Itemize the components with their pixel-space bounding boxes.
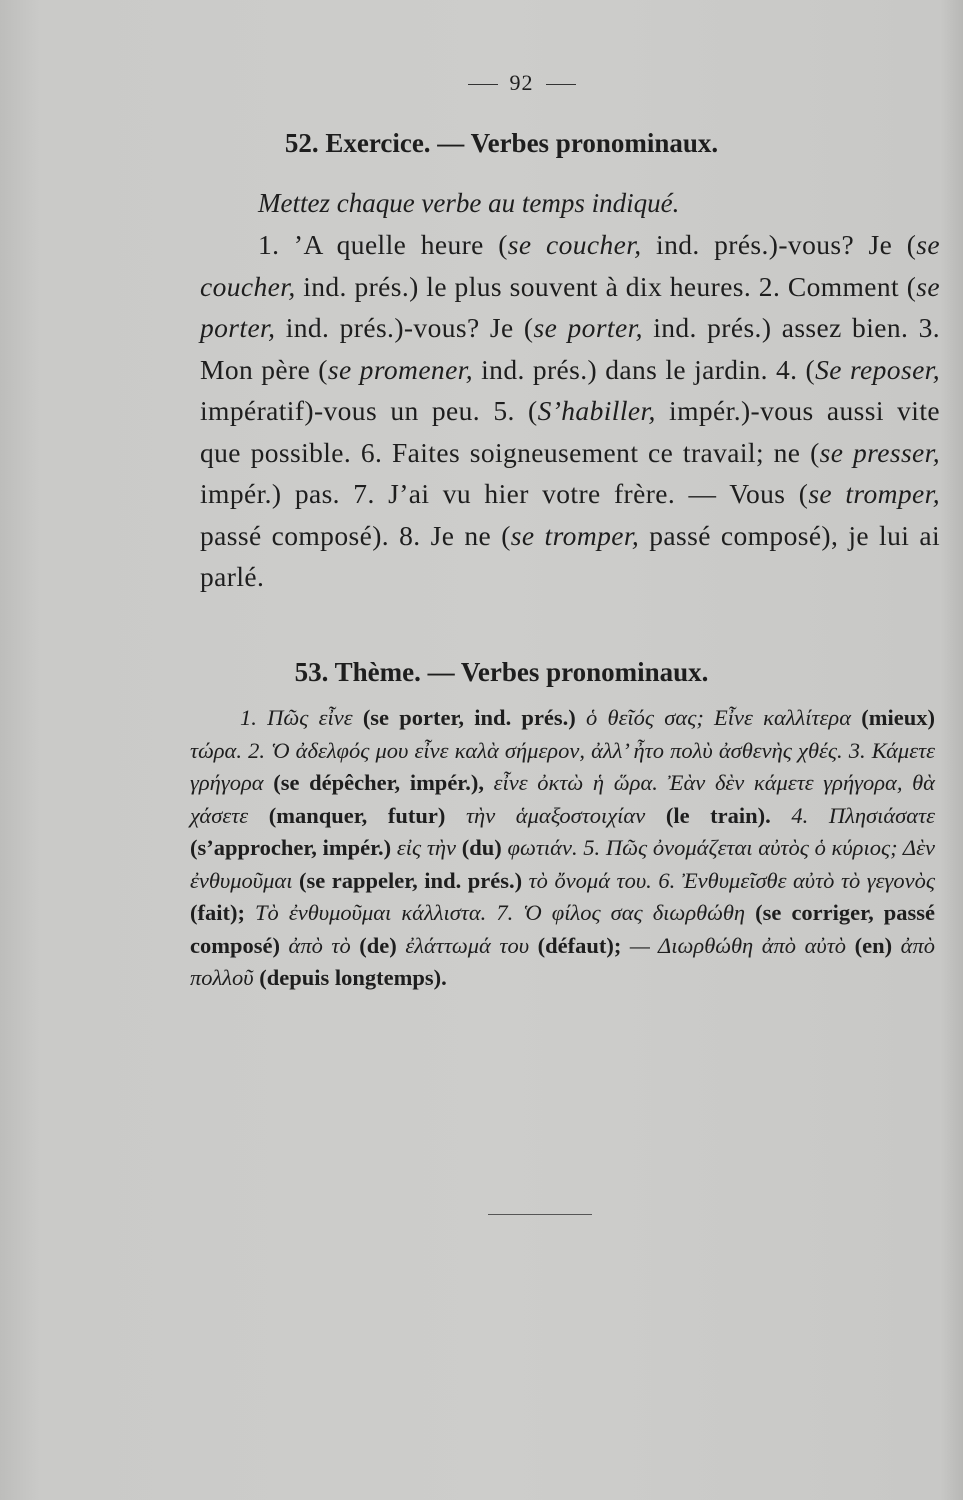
page-header: [0, 70, 963, 96]
section-52-exercise-text: [200, 224, 940, 598]
french-gloss: (fait);: [190, 900, 245, 925]
section-53-theme-text: [190, 702, 935, 995]
french-gloss: (de): [359, 932, 397, 958]
verb-phrase: se porter,: [533, 312, 643, 343]
french-gloss: (s’approcher, impér.): [190, 835, 392, 860]
text-run: 1. ’A quelle heure (: [258, 229, 508, 260]
verb-phrase: S’habiller,: [537, 395, 656, 426]
greek-text: ἐλάττωμά του: [396, 932, 538, 958]
text-run: impér.) pas. 7. J’ai vu hier votre frère. — Vous (: [200, 478, 809, 509]
greek-text: ἀπὸ πολλοῦ: [190, 932, 935, 990]
verb-phrase: Se reposer,: [815, 353, 940, 385]
text-run: ind. prés.) le plus souvent à dix heures. 2. Comment (: [295, 270, 917, 302]
verb-phrase: se promener,: [327, 353, 474, 385]
french-gloss: (se corriger, passé composé): [190, 900, 936, 958]
greek-text: 1. Πῶς εἶνε: [240, 705, 363, 730]
text-run: ind. prés.)-vous? Je (: [641, 229, 917, 260]
text-run: passé composé). 8. Je ne (: [200, 519, 511, 551]
french-gloss: (défaut);: [537, 932, 622, 958]
greek-text: — Διωρθώθη ἀπὸ αὐτὸ: [621, 932, 855, 958]
section-52-instruction: Mettez chaque verbe au temps indiqué.: [258, 188, 680, 218]
header-dash-left: [468, 84, 498, 85]
french-gloss: (du): [461, 835, 502, 860]
french-gloss: (mieux): [861, 705, 935, 730]
text-run: ind. prés.)-vous? Je (: [275, 312, 534, 343]
french-gloss: (en): [854, 932, 893, 958]
text-run: impératif)-vous un peu. 5. (: [200, 395, 538, 426]
verb-phrase: se presser,: [819, 436, 940, 468]
verb-phrase: se coucher,: [507, 229, 642, 260]
greek-text: τώρα. 2. Ὁ ἀδελφός μου εἶνε καλὰ σήμερον, ἀλλ’ ἦτο πολὺ ἀσθενὴς χθές. 3. Κάμετε γρήγορα: [190, 737, 935, 795]
greek-text: Τὸ ἐνθυμοῦμαι κάλλιστα. 7. Ὁ φίλος σας διωρθώθη: [244, 900, 756, 925]
french-gloss: (se dépêcher, impér.),: [273, 770, 484, 795]
text-run: impér.)-vous aussi vite que possible. 6. Faites soigneusement ce travail; ne (: [200, 395, 940, 468]
greek-text: 4. Πλησιάσατε: [770, 802, 935, 828]
greek-text: φωτιάν. 5. Πῶς ὀνομάζεται αὐτὸς ὁ κύριος; Δὲν ἐνθυμοῦμαι: [190, 835, 935, 893]
french-gloss: (se porter, ind. prés.): [362, 705, 576, 730]
section-53-title: 53. Thème. — Verbes pronominaux.: [294, 657, 709, 687]
greek-text: τὴν ἁμαξοστοιχίαν: [445, 802, 666, 828]
greek-text: τὸ ὄνομά του. 6. Ἐνθυμεῖσθε αὐτὸ τὸ γεγονὸς: [522, 867, 935, 893]
text-run: ind. prés.) dans le jardin. 4. (: [473, 353, 816, 385]
greek-text: εἶνε ὀκτὼ ἡ ὥρα. Ἐὰν δὲν κάμετε γρήγορα, θὰ χάσετε: [190, 770, 935, 828]
french-gloss: (manquer, futur): [268, 802, 446, 828]
verb-phrase: se tromper,: [510, 519, 640, 551]
text-run: ind. prés.) assez bien. 3. Mon père (: [200, 312, 940, 385]
french-gloss: (depuis longtemps).: [259, 965, 447, 990]
greek-text: ὁ θεῖός σας; Εἶνε καλλίτερα: [575, 705, 862, 730]
verb-phrase: se coucher,: [200, 229, 940, 302]
page-number: 92: [509, 70, 534, 95]
french-gloss: (le train).: [665, 802, 771, 828]
verb-phrase: se tromper,: [808, 478, 940, 509]
french-gloss: (se rappeler, ind. prés.): [298, 867, 523, 893]
verb-phrase: se porter,: [200, 270, 940, 343]
end-rule: [488, 1214, 592, 1215]
greek-text: ἀπὸ τὸ: [279, 932, 360, 958]
greek-text: εἰς τὴν: [391, 835, 462, 860]
section-52-title: 52. Exercice. — Verbes pronominaux.: [284, 128, 719, 158]
text-run: passé composé), je lui ai parlé.: [200, 519, 940, 592]
header-dash-right: [546, 84, 576, 85]
